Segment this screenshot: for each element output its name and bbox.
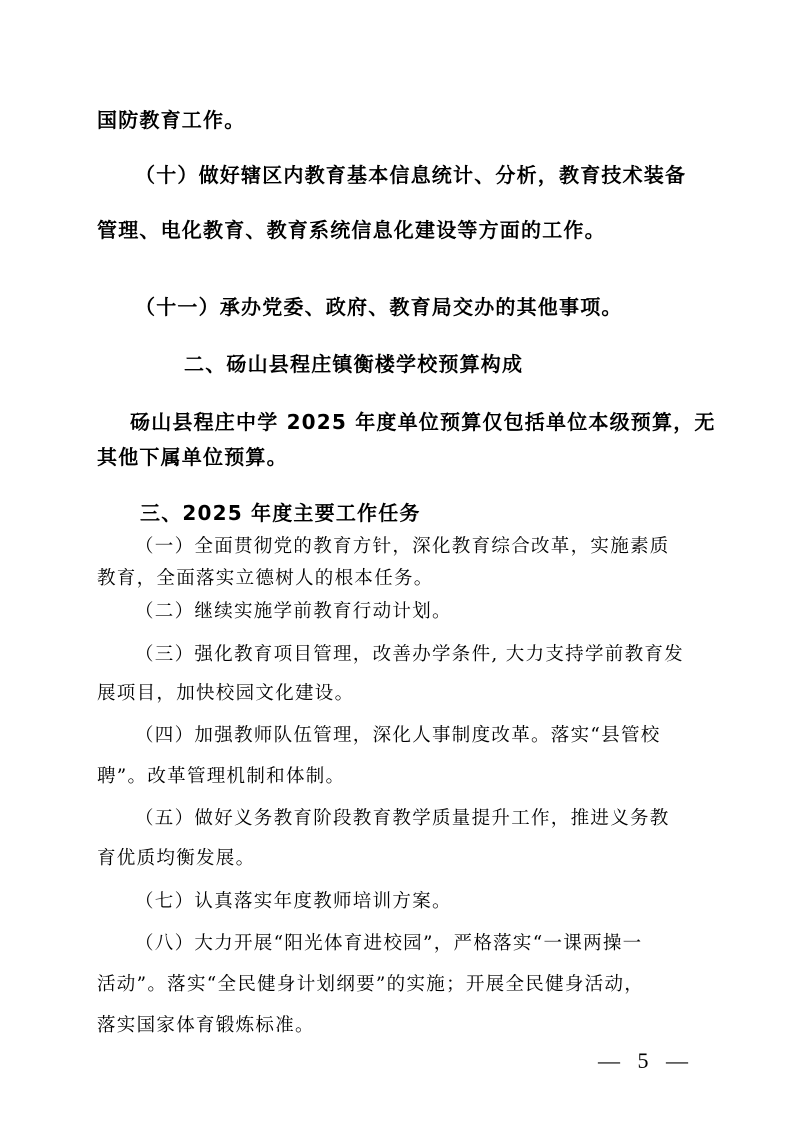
paragraph-line: （十一）承办党委、政府、教育局交办的其他事项。 [135, 295, 623, 319]
section-heading: 二、砀山县程庄镇衡楼学校预算构成 [184, 352, 524, 376]
paragraph-line: 砀山县程庄中学 2025 年度单位预算仅包括单位本级预算，无 [130, 410, 716, 434]
paragraph-line: （四）加强教师队伍管理，深化人事制度改革。落实“县管校 [135, 725, 661, 746]
paragraph-line: 落实国家体育锻炼标准。 [97, 1015, 315, 1036]
paragraph-line: 聘”。改革管理机制和体制。 [97, 766, 346, 787]
paragraph-line: 教育，全面落实立德树人的根本任务。 [97, 568, 434, 589]
paragraph-line: 其他下属单位预算。 [97, 445, 288, 469]
paragraph-line: （十）做好辖区内教育基本信息统计、分析，教育技术装备 [135, 163, 687, 187]
paragraph-line: （七）认真落实年度教师培训方案。 [135, 891, 452, 912]
paragraph-line: （八）大力开展“阳光体育进校园”，严格落实“一课两操一 [135, 933, 643, 954]
paragraph-line: 管理、电化教育、教育系统信息化建设等方面的工作。 [97, 218, 606, 242]
paragraph-line: （二）继续实施学前教育行动计划。 [135, 601, 452, 622]
section-heading: 三、2025 年度主要工作任务 [140, 501, 421, 525]
paragraph-line: 育优质均衡发展。 [97, 848, 256, 869]
paragraph-line: 展项目，加快校园文化建设。 [97, 683, 355, 704]
paragraph-line: （五）做好义务教育阶段教育教学质量提升工作，推进义务教 [135, 808, 670, 829]
paragraph-line: 国防教育工作。 [97, 108, 246, 132]
page-number: — 5 — [598, 1048, 694, 1073]
paragraph-line: （三）强化教育项目管理，改善办学条件, 大力支持学前教育发 [135, 644, 684, 665]
paragraph-line: 活动”。落实“全民健身计划纲要”的实施；开展全民健身活动， [97, 974, 645, 995]
paragraph-line: （一）全面贯彻党的教育方针，深化教育综合改革，实施素质 [135, 536, 670, 557]
